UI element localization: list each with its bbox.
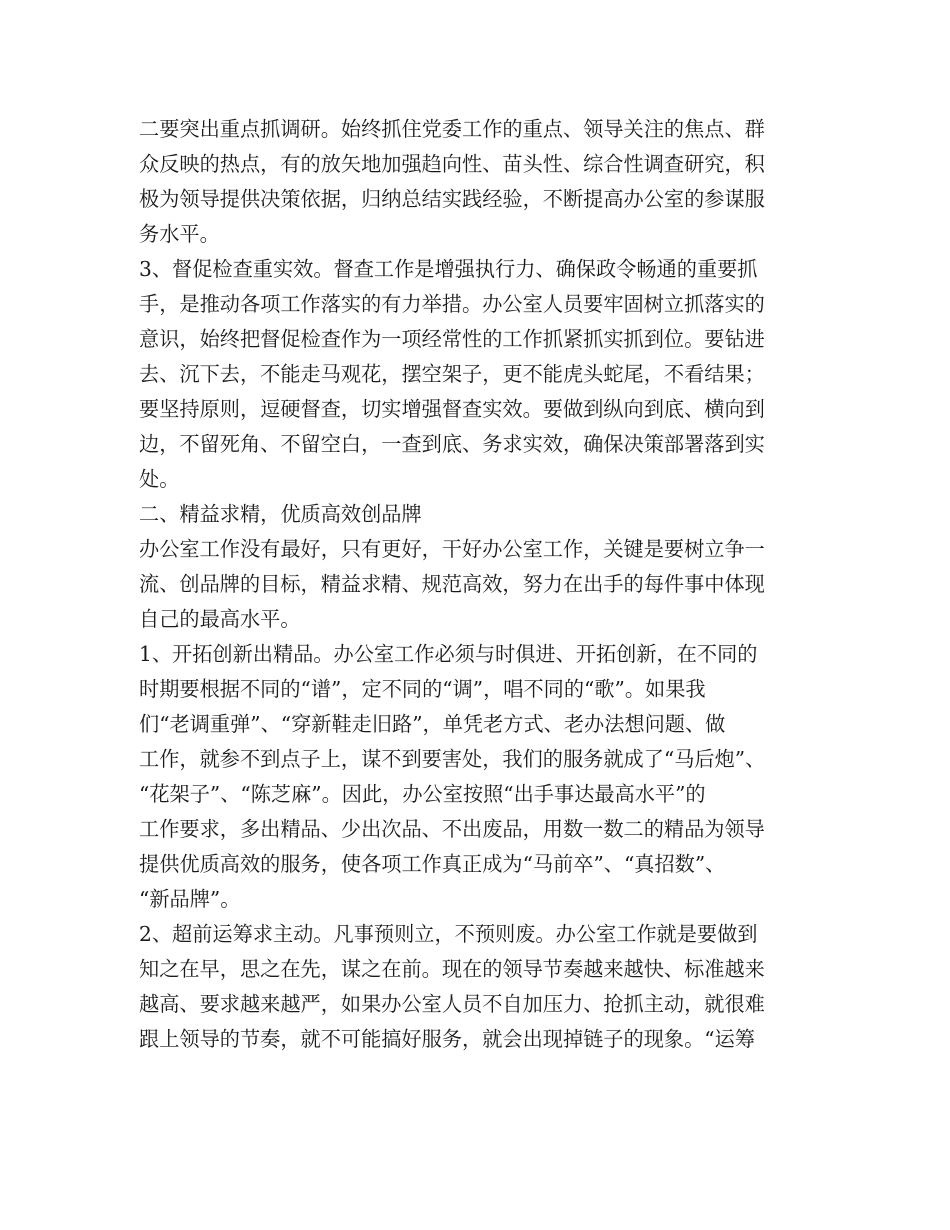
paragraph-line: “花架子”、“陈芝麻”。因此，办公室按照“出手事达最高水平”的 <box>139 782 706 806</box>
paragraph-line: 二要突出重点抓调研。始终抓住党委工作的重点、领导关注的焦点、群 <box>139 117 765 141</box>
paragraph-line: 提供优质高效的服务，使各项工作真正成为“马前卒”、“真招数”、 <box>139 852 726 876</box>
paragraph-line: 3、督促检查重实效。督查工作是增强执行力、确保政令畅通的重要抓 <box>139 257 758 281</box>
paragraph-line: 处。 <box>139 467 180 491</box>
paragraph-line: 跟上领导的节奏，就不可能搞好服务，就会出现掉链子的现象。“运筹 <box>139 1027 755 1051</box>
section-heading: 二、精益求精，优质高效创品牌 <box>139 502 422 526</box>
paragraph-line: 自己的最高水平。 <box>139 607 301 631</box>
paragraph-line: 时期要根据不同的“谱”，定不同的“调”，唱不同的“歌”。如果我 <box>139 677 706 701</box>
paragraph-line: 意识，始终把督促检查作为一项经常性的工作抓紧抓实抓到位。要钻进 <box>139 327 765 351</box>
paragraph-line: 去、沉下去，不能走马观花，摆空架子，更不能虎头蛇尾，不看结果； <box>139 362 765 386</box>
paragraph-line: 工作要求，多出精品、少出次品、不出废品，用数一数二的精品为领导 <box>139 817 765 841</box>
paragraph-line: 手，是推动各项工作落实的有力举措。办公室人员要牢固树立抓落实的 <box>139 292 765 316</box>
paragraph-line: 流、创品牌的目标，精益求精、规范高效，努力在出手的每件事中体现 <box>139 572 765 596</box>
paragraph-line: 要坚持原则，逗硬督查，切实增强督查实效。要做到纵向到底、横向到 <box>139 397 765 421</box>
paragraph-line: 们“老调重弹”、“穿新鞋走旧路”，单凭老方式、老办法想问题、做 <box>139 712 726 736</box>
paragraph-line: 极为领导提供决策依据，归纳总结实践经验，不断提高办公室的参谋服 <box>139 187 765 211</box>
paragraph-line: “新品牌”。 <box>139 887 241 911</box>
paragraph-line: 1、开拓创新出精品。办公室工作必须与时俱进、开拓创新，在不同的 <box>139 642 758 666</box>
paragraph-line: 众反映的热点，有的放矢地加强趋向性、苗头性、综合性调查研究，积 <box>139 152 765 176</box>
paragraph-line: 工作，就参不到点子上，谋不到要害处，我们的服务就成了“马后炮”、 <box>139 747 766 771</box>
paragraph-line: 2、超前运筹求主动。凡事预则立，不预则废。办公室工作就是要做到 <box>139 922 758 946</box>
paragraph-line: 越高、要求越来越严，如果办公室人员不自加压力、抢抓主动，就很难 <box>139 992 765 1016</box>
document-body <box>139 112 839 1057</box>
paragraph-line: 知之在早，思之在先，谋之在前。现在的领导节奏越来越快、标准越来 <box>139 957 765 981</box>
paragraph-line: 边，不留死角、不留空白，一查到底、务求实效，确保决策部署落到实 <box>139 432 765 456</box>
paragraph-line: 办公室工作没有最好，只有更好，干好办公室工作，关键是要树立争一 <box>139 537 765 561</box>
paragraph-line: 务水平。 <box>139 222 220 246</box>
